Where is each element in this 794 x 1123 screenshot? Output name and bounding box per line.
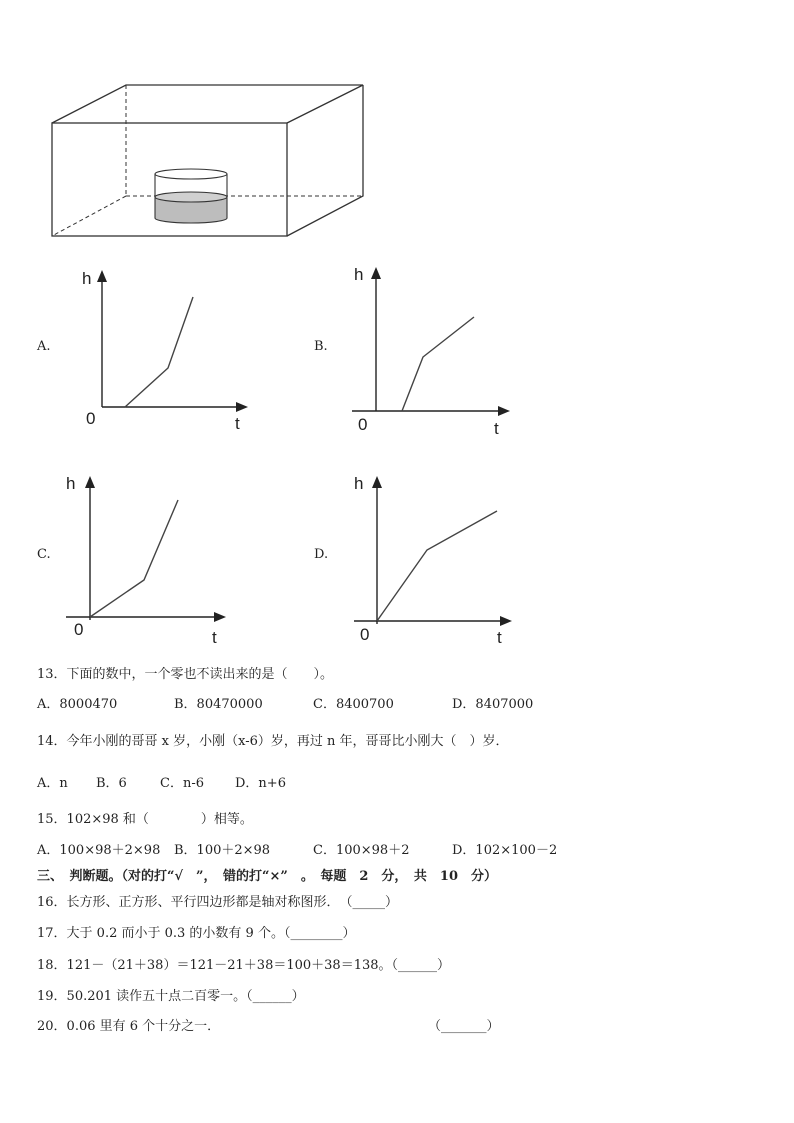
- question-15-option-b[interactable]: B．100＋2×98: [174, 843, 271, 858]
- question-13-option-d[interactable]: D．8407000: [452, 697, 534, 712]
- question-14-option-b[interactable]: B．6: [96, 776, 127, 791]
- x-axis-label: t: [235, 414, 240, 433]
- question-20-blank[interactable]: （_______）: [428, 1019, 500, 1034]
- graph-option-a-label: A.: [37, 339, 51, 354]
- cylinder-container: [155, 169, 227, 223]
- graph-option-b: [352, 262, 532, 437]
- x-axis-label: t: [497, 628, 502, 647]
- tank-figure: [30, 75, 380, 245]
- x-axis-label: t: [212, 628, 217, 647]
- x-axis-label: t: [494, 419, 499, 437]
- question-15-option-a[interactable]: A．100×98＋2×98: [37, 843, 161, 858]
- question-15-option-d[interactable]: D．102×100－2: [452, 843, 558, 858]
- graph-option-d-label: D.: [314, 547, 329, 562]
- question-13-text: 13．下面的数中，一个零也不读出来的是（ ）。: [37, 667, 334, 682]
- question-18-text: 18．121－（21＋38）＝121－21＋38＝100＋38＝138。（______）: [37, 958, 451, 973]
- graph-option-c: [62, 468, 242, 648]
- question-13-option-c[interactable]: C．8400700: [313, 697, 394, 712]
- question-15-text: 15．102×98 和（ ）相等。: [37, 812, 253, 827]
- graph-option-a: [80, 262, 260, 437]
- graph-option-d: [352, 468, 532, 648]
- question-13-option-b[interactable]: B．80470000: [174, 697, 263, 712]
- y-axis-label: h: [354, 265, 364, 284]
- question-16-text: 16．长方形、正方形、平行四边形都是轴对称图形． （_____）: [37, 895, 399, 910]
- question-14-option-a[interactable]: A．n: [37, 776, 68, 791]
- question-14-option-d[interactable]: D．n+6: [235, 776, 286, 791]
- question-14-option-c[interactable]: C．n-6: [160, 776, 204, 791]
- question-20-text: 20．0.06 里有 6 个十分之一．: [37, 1019, 221, 1034]
- question-19-text: 19．50.201 读作五十点二百零一。（______）: [37, 989, 305, 1004]
- y-axis-label: h: [354, 474, 364, 493]
- section-3-heading: 三、 判断题。（对的打“√ ”， 错的打“×” 。 每题 2 分， 共 10 分）: [37, 869, 497, 884]
- origin-label: 0: [74, 620, 84, 639]
- question-17-text: 17．大于 0.2 而小于 0.3 的小数有 9 个。（________）: [37, 926, 356, 941]
- question-13-option-a[interactable]: A．8000470: [37, 697, 118, 712]
- question-15-option-c[interactable]: C．100×98＋2: [313, 843, 410, 858]
- origin-label: 0: [358, 415, 368, 434]
- y-axis-label: h: [82, 269, 92, 288]
- origin-label: 0: [360, 625, 370, 644]
- graph-option-c-label: C.: [37, 547, 51, 562]
- question-14-text: 14．今年小刚的哥哥 x 岁，小刚（x-6）岁，再过 n 年，哥哥比小刚大（ ）岁．: [37, 734, 509, 749]
- y-axis-label: h: [66, 474, 76, 493]
- origin-label: 0: [86, 409, 96, 428]
- graph-option-b-label: B.: [314, 339, 328, 354]
